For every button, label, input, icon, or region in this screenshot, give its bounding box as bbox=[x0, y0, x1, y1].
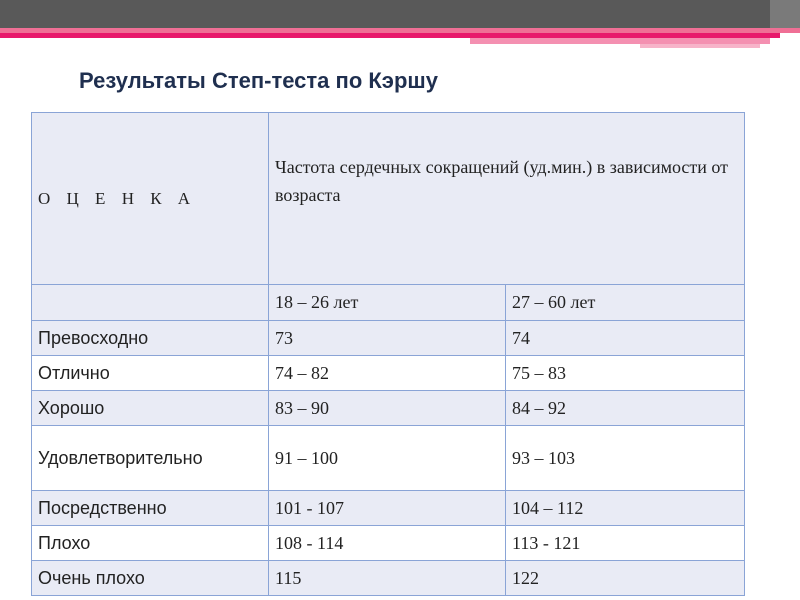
grade-cell: Удовлетворительно bbox=[32, 426, 269, 491]
table-row bbox=[32, 526, 745, 561]
grade-cell: Очень плохо bbox=[32, 561, 269, 596]
heart-rate-column-header: Частота сердечных сокращений (уд.мин.) в зависимости от возраста bbox=[269, 113, 745, 285]
young-value-cell: 108 - 114 bbox=[269, 526, 506, 561]
table-row bbox=[32, 321, 745, 356]
age-group-row bbox=[32, 285, 745, 321]
age-group-older: 27 – 60 лет bbox=[506, 285, 745, 321]
empty-cell bbox=[32, 285, 269, 321]
young-value-cell: 115 bbox=[269, 561, 506, 596]
table-row bbox=[32, 491, 745, 526]
young-value-cell: 74 – 82 bbox=[269, 356, 506, 391]
age-group-young: 18 – 26 лет bbox=[269, 285, 506, 321]
grade-cell: Посредственно bbox=[32, 491, 269, 526]
results-table bbox=[31, 112, 745, 596]
top-decor-corner bbox=[770, 0, 800, 28]
young-value-cell: 83 – 90 bbox=[269, 391, 506, 426]
grade-column-header: О Ц Е Н К А bbox=[32, 113, 269, 285]
slide-title: Результаты Степ-теста по Кэршу bbox=[79, 68, 438, 93]
older-value-cell: 93 – 103 bbox=[506, 426, 745, 491]
decor-stripe bbox=[640, 44, 760, 48]
older-value-cell: 84 – 92 bbox=[506, 391, 745, 426]
older-value-cell: 75 – 83 bbox=[506, 356, 745, 391]
young-value-cell: 73 bbox=[269, 321, 506, 356]
older-value-cell: 122 bbox=[506, 561, 745, 596]
grade-cell: Превосходно bbox=[32, 321, 269, 356]
table-row bbox=[32, 561, 745, 596]
older-value-cell: 113 - 121 bbox=[506, 526, 745, 561]
table-row bbox=[32, 391, 745, 426]
older-value-cell: 104 – 112 bbox=[506, 491, 745, 526]
table-row bbox=[32, 356, 745, 391]
table-header-row bbox=[32, 113, 745, 285]
young-value-cell: 91 – 100 bbox=[269, 426, 506, 491]
grade-cell: Хорошо bbox=[32, 391, 269, 426]
grade-cell: Плохо bbox=[32, 526, 269, 561]
table-row bbox=[32, 426, 745, 491]
young-value-cell: 101 - 107 bbox=[269, 491, 506, 526]
older-value-cell: 74 bbox=[506, 321, 745, 356]
top-decor-bar bbox=[0, 0, 800, 28]
grade-cell: Отлично bbox=[32, 356, 269, 391]
